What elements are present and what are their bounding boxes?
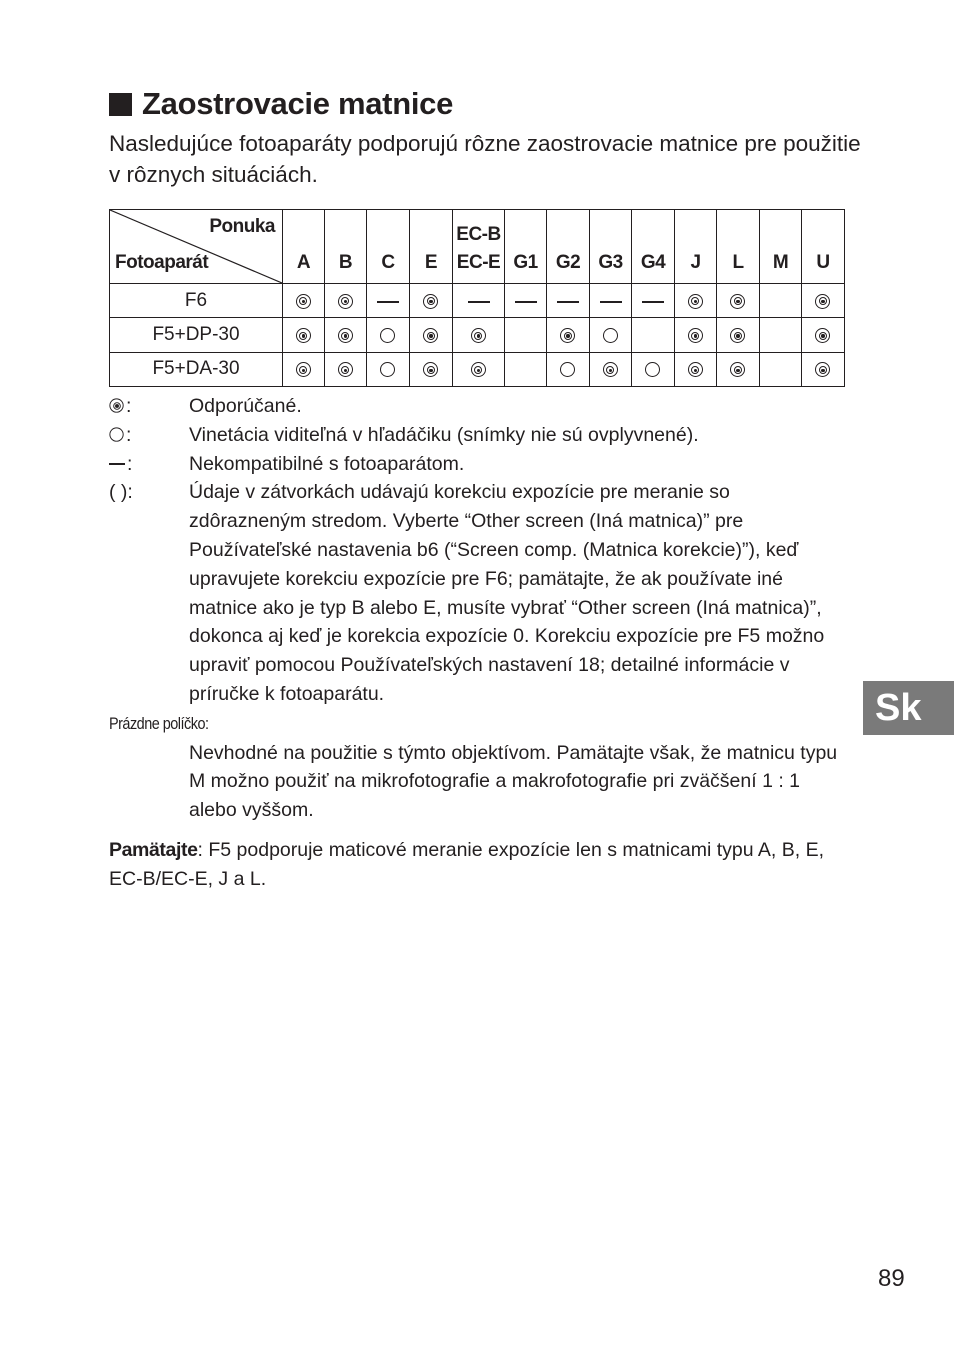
vignetting-icon xyxy=(109,427,124,442)
intro-paragraph: Nasledujúce fotoaparáty podporujú rôzne zaostrovacie matnice pre použitie v rôznych situáciách. xyxy=(109,131,861,187)
legend-row-parentheses xyxy=(109,478,849,708)
recommended-icon xyxy=(325,318,367,352)
empty-cell xyxy=(760,318,802,352)
recommended-icon xyxy=(802,284,845,318)
header-menu-label: Ponuka xyxy=(209,216,275,237)
empty-cell xyxy=(632,318,675,352)
legend-text: Nekompatibilné s fotoaparátom. xyxy=(189,452,465,475)
col-header: U xyxy=(802,210,845,284)
recommended-icon xyxy=(675,318,717,352)
legend-text: Vinetácia viditeľná v hľadáčiku (snímky nie sú ovplyvnené). xyxy=(189,423,699,446)
recommended-icon xyxy=(717,352,760,386)
recommended-icon xyxy=(590,352,632,386)
legend-row-empty xyxy=(109,709,849,825)
col-header: A xyxy=(283,210,325,284)
table-corner-header xyxy=(110,210,283,284)
recommended-icon xyxy=(675,352,717,386)
col-header: G2 xyxy=(547,210,590,284)
recommended-icon xyxy=(453,318,505,352)
square-bullet-icon xyxy=(109,93,132,116)
heading-text: Zaostrovacie matnice xyxy=(142,86,454,121)
legend-text: Údaje v zátvorkách udávajú korekciu expozície pre meranie so zdôrazneným stredom. Vyberte “Other screen (Iná matnica)” pre Používateľské nastavenia b6 (“Screen comp. (Matnica korekcie)”), keď upravujete korekciu expozície pre F6; pamätajte, že ak používate iné matnice ako je typ B alebo E, musíte vybrať “Other screen (Iná matnica)”, dokonca aj keď je korekcia expozície 0. Korekciu expozície pre F5 možno upraviť pomocou Používateľských nastavení 18; detailné informácie v príručke k fotoaparátu. xyxy=(189,481,825,705)
table-row xyxy=(110,318,845,352)
legend-key: Prázdne políčko: xyxy=(109,713,209,733)
recommended-icon xyxy=(283,284,325,318)
recommended-icon xyxy=(547,318,590,352)
vignetting-icon xyxy=(547,352,590,386)
legend-text: Odporúčané. xyxy=(189,395,302,417)
col-header: C xyxy=(367,210,410,284)
col-header: G1 xyxy=(505,210,547,284)
recommended-icon xyxy=(283,352,325,386)
note-text: : F5 podporuje maticové meranie expozície len s matnicami typu A, B, E, EC-B/EC-E, J a L. xyxy=(109,839,824,890)
empty-cell xyxy=(505,352,547,386)
recommended-icon xyxy=(410,284,453,318)
recommended-icon xyxy=(802,352,845,386)
focusing-screen-table xyxy=(109,209,845,387)
incompatible-dash-icon xyxy=(109,463,125,464)
col-header: G3 xyxy=(590,210,632,284)
legend-row-incompatible: : Nekompatibilné s fotoaparátom. xyxy=(109,450,849,479)
incompatible-dash-icon xyxy=(590,284,632,318)
camera-cell: F5+DP-30 xyxy=(110,318,283,352)
vignetting-icon xyxy=(590,318,632,352)
recommended-icon xyxy=(109,398,124,413)
incompatible-dash-icon xyxy=(632,284,675,318)
recommended-icon xyxy=(410,318,453,352)
incompatible-dash-icon xyxy=(453,284,505,318)
col-header: M xyxy=(760,210,802,284)
recommended-icon xyxy=(717,284,760,318)
recommended-icon xyxy=(325,352,367,386)
camera-cell: F5+DA-30 xyxy=(110,352,283,386)
incompatible-dash-icon xyxy=(547,284,590,318)
recommended-icon xyxy=(453,352,505,386)
recommended-icon xyxy=(717,318,760,352)
vignetting-icon xyxy=(367,352,410,386)
table-row xyxy=(110,352,845,386)
col-header: J xyxy=(675,210,717,284)
table-row xyxy=(110,284,845,318)
recommended-icon xyxy=(325,284,367,318)
note-label: Pamätajte xyxy=(109,839,198,861)
legend-row-vignetting: : Vinetácia viditeľná v hľadáčiku (snímky nie sú ovplyvnené). xyxy=(109,421,849,450)
incompatible-dash-icon xyxy=(367,284,410,318)
empty-cell xyxy=(760,352,802,386)
vignetting-icon xyxy=(367,318,410,352)
vignetting-icon xyxy=(632,352,675,386)
recommended-icon xyxy=(802,318,845,352)
col-header: L xyxy=(717,210,760,284)
recommended-icon xyxy=(675,284,717,318)
empty-cell xyxy=(760,284,802,318)
legend xyxy=(109,392,849,825)
camera-cell: F6 xyxy=(110,284,283,318)
recommended-icon xyxy=(410,352,453,386)
note xyxy=(109,836,849,894)
empty-cell xyxy=(505,318,547,352)
legend-text: Nevhodné na použitie s týmto objektívom. Pamätajte však, že matnicu typu M možno použiť na mikrofotografie a makrofotografie pri zväčšení 1 : 1 alebo vyššom. xyxy=(189,741,838,822)
recommended-icon xyxy=(283,318,325,352)
col-header: G4 xyxy=(632,210,675,284)
col-header: E xyxy=(410,210,453,284)
section-heading xyxy=(109,84,453,124)
col-header-ecb-ece: EC-B EC-E xyxy=(453,210,505,284)
page-number: 89 xyxy=(878,1265,905,1292)
header-camera-label: Fotoaparát xyxy=(115,252,209,273)
legend-row-recommended: : Odporúčané. xyxy=(109,392,849,421)
language-tab: Sk xyxy=(863,681,954,735)
col-header: B xyxy=(325,210,367,284)
incompatible-dash-icon xyxy=(505,284,547,318)
legend-key: ( ): xyxy=(109,481,133,504)
